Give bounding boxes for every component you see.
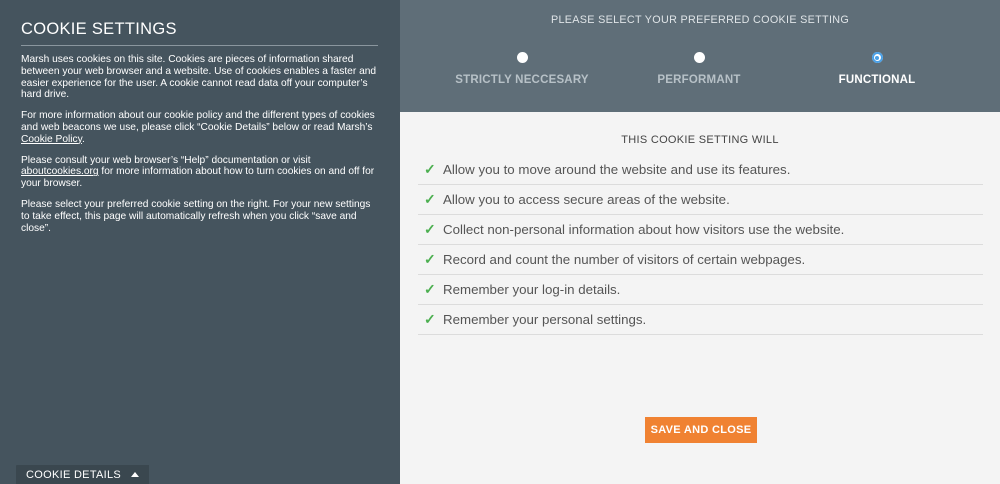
policy-text: For more information about our cookie policy and the different types of cookies and web beacons we use, please click “Cookie Details” below or read Marsh’s xyxy=(21,110,375,133)
list-item xyxy=(418,245,983,275)
radio-icon[interactable] xyxy=(694,52,705,63)
caret-up-icon xyxy=(131,472,139,477)
save-and-close-button[interactable]: SAVE AND CLOSE xyxy=(645,417,757,443)
list-item xyxy=(418,215,983,245)
list-item xyxy=(418,275,983,305)
list-item-text: Allow you to move around the website and use its features. xyxy=(443,162,791,177)
list-item-text: Record and count the number of visitors of certain webpages. xyxy=(443,252,806,267)
cookie-info-panel xyxy=(0,0,400,484)
instructions-paragraph: Please select your preferred cookie setting on the right. For your new settings to take effect, this page will automatically refresh when you click “save and close”. xyxy=(21,198,371,234)
cookie-policy-link[interactable]: Cookie Policy xyxy=(21,133,82,145)
setting-will-heading: THIS COOKIE SETTING WILL xyxy=(621,134,779,146)
option-label: FUNCTIONAL xyxy=(838,74,916,86)
help-text: Please consult your web browser’s “Help” documentation or visit xyxy=(21,154,311,166)
radio-selected-icon[interactable] xyxy=(872,52,883,63)
aboutcookies-link[interactable]: aboutcookies.org xyxy=(21,166,99,178)
list-item-text: Remember your personal settings. xyxy=(443,312,647,327)
list-item xyxy=(418,305,983,335)
list-item-text: Allow you to access secure areas of the website. xyxy=(443,192,730,207)
list-item xyxy=(418,185,983,215)
list-item xyxy=(418,155,983,185)
list-item-text: Collect non-personal information about how visitors use the website. xyxy=(443,222,845,237)
checkmark-icon: ✓ xyxy=(424,311,436,327)
policy-text-end: . xyxy=(81,133,85,145)
panel-title: COOKIE SETTINGS xyxy=(21,20,378,46)
browser-help-paragraph xyxy=(21,155,378,190)
cookie-details-button[interactable] xyxy=(16,465,149,484)
radio-icon[interactable] xyxy=(517,52,528,63)
policy-paragraph xyxy=(21,110,378,145)
checkmark-icon: ✓ xyxy=(424,281,436,297)
checkmark-icon: ✓ xyxy=(424,161,436,177)
option-performant[interactable] xyxy=(609,52,789,86)
option-strictly-necessary[interactable] xyxy=(432,52,612,86)
checkmark-icon: ✓ xyxy=(424,221,436,237)
cookie-details-label: COOKIE DETAILS xyxy=(26,468,122,481)
option-label: PERFORMANT xyxy=(657,74,741,86)
setting-features-list xyxy=(418,155,983,335)
intro-paragraph: Marsh uses cookies on this site. Cookies are pieces of information shared between your web browser and a website. Use of cookies enables a faster and easier experience for the user. A cookie cannot read data off your computer’s hard drive. xyxy=(21,54,377,101)
help-text-end: for more information about how to turn cookies on and off for your browser. xyxy=(21,166,375,190)
settings-panel xyxy=(400,0,1000,484)
option-functional[interactable] xyxy=(787,52,967,86)
selector-prompt: PLEASE SELECT YOUR PREFERRED COOKIE SETTING xyxy=(550,14,850,26)
cookie-level-selector xyxy=(400,0,1000,112)
checkmark-icon: ✓ xyxy=(424,191,436,207)
option-label: STRICTLY NECCESARY xyxy=(455,74,589,86)
checkmark-icon: ✓ xyxy=(424,251,436,267)
list-item-text: Remember your log-in details. xyxy=(443,282,621,297)
